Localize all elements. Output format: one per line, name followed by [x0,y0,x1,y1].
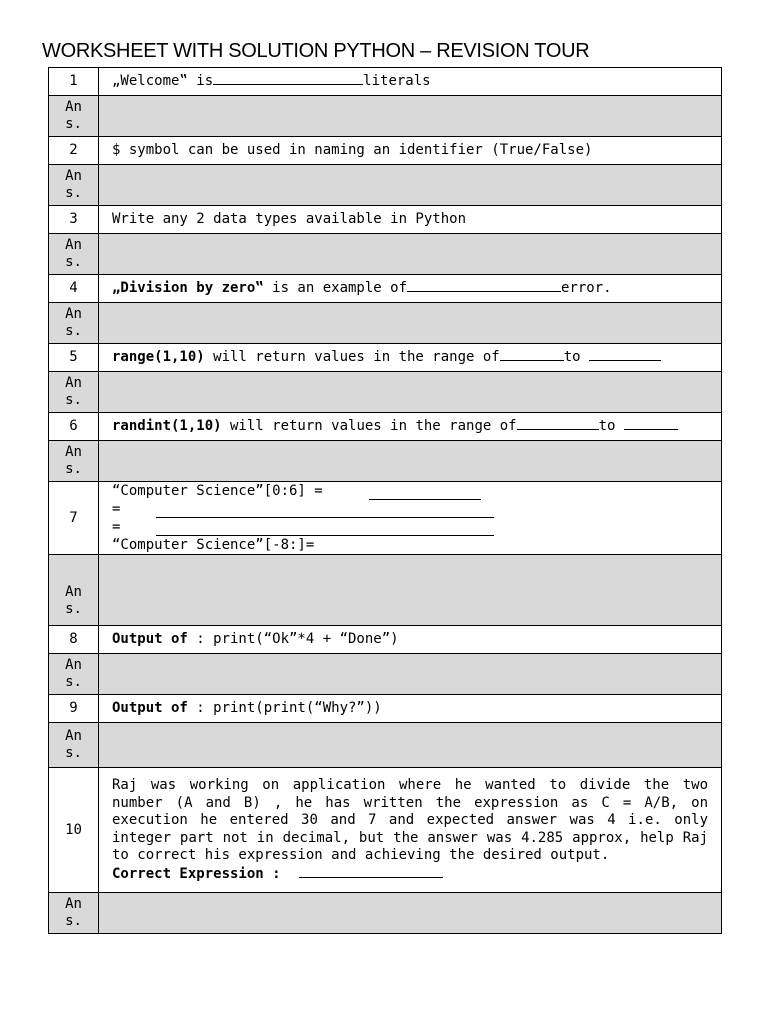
question-row-7 [49,482,722,555]
answer-field[interactable] [99,96,722,137]
answer-label: An s. [49,165,99,206]
answer-field[interactable] [99,654,722,695]
answer-row-3 [49,234,722,275]
question-paragraph: Raj was working on application where he wanted to divide the two number (A and B) , he has written the expression as C = A/B, on execution he entered 30 and 7 and expected answer was 4 i.e. only integer part not in decimal, but the answer was 4.285 approx, help Raj to correct his expression and achieving the desired output. [112,777,708,863]
worksheet-table [48,67,722,934]
question-text: Output of : print(print(“Why?”)) [99,695,722,723]
question-text: randint(1,10) will return values in the range of to [99,413,722,441]
answer-blank [156,505,494,518]
question-text: $ symbol can be used in naming an identifier (True/False) [99,137,722,165]
answer-field[interactable] [99,555,722,626]
answer-row-1 [49,96,722,137]
answer-label: An s. [49,441,99,482]
answer-field[interactable] [99,893,722,934]
question-row-6 [49,413,722,441]
question-number: 2 [49,137,99,165]
question-row-5 [49,344,722,372]
question-number: 3 [49,206,99,234]
answer-label: An s. [49,893,99,934]
answer-row-5 [49,372,722,413]
question-text: “Computer Science”[0:6] = = = “Computer Science”[-8:]= [99,482,722,555]
answer-field[interactable] [99,234,722,275]
answer-row-2 [49,165,722,206]
worksheet-title: WORKSHEET WITH SOLUTION PYTHON – REVISION TOUR [42,40,590,62]
question-text: Output of : print(“Ok”*4 + “Done”) [99,626,722,654]
answer-field[interactable] [99,165,722,206]
answer-label: An s. [49,303,99,344]
question-text: Raj was working on application where he wanted to divide the two number (A and B) , he has written the expression as C = A/B, on execution he entered 30 and 7 and expected answer was 4 i.e. only integer part not in decimal, but the answer was 4.285 approx, help Raj to correct his expression and achieving the desired output. Correct Expression : [99,768,722,893]
question-number: 6 [49,413,99,441]
answer-field[interactable] [99,441,722,482]
question-row-3 [49,206,722,234]
answer-row-10 [49,893,722,934]
question-text: Write any 2 data types available in Python [99,206,722,234]
answer-field[interactable] [99,303,722,344]
question-number: 10 [49,768,99,893]
answer-blank [213,72,363,85]
question-number: 4 [49,275,99,303]
answer-label: An s. [49,723,99,768]
answer-blank [369,487,481,500]
answer-field[interactable] [99,372,722,413]
question-row-9 [49,695,722,723]
question-number: 9 [49,695,99,723]
question-number: 1 [49,68,99,96]
answer-blank [299,865,443,878]
answer-label: An s. [49,654,99,695]
answer-blank [156,523,494,536]
question-row-2 [49,137,722,165]
answer-blank [407,279,561,292]
question-text: „Welcome‟ is literals [99,68,722,96]
answer-label: An s. [49,555,99,626]
answer-field[interactable] [99,723,722,768]
question-row-4 [49,275,722,303]
question-number: 8 [49,626,99,654]
answer-blank [624,417,678,430]
question-row-10 [49,768,722,893]
answer-row-8 [49,654,722,695]
answer-blank [589,348,661,361]
answer-row-9 [49,723,722,768]
answer-label: An s. [49,372,99,413]
answer-blank [517,417,599,430]
question-number: 7 [49,482,99,555]
question-row-1 [49,68,722,96]
answer-row-4 [49,303,722,344]
question-number: 5 [49,344,99,372]
question-row-8 [49,626,722,654]
answer-label: An s. [49,96,99,137]
question-text: „Division by zero‟ is an example of error. [99,275,722,303]
question-text: range(1,10) will return values in the range of to [99,344,722,372]
answer-blank [500,348,564,361]
answer-row-6 [49,441,722,482]
answer-row-7 [49,555,722,626]
answer-label: An s. [49,234,99,275]
